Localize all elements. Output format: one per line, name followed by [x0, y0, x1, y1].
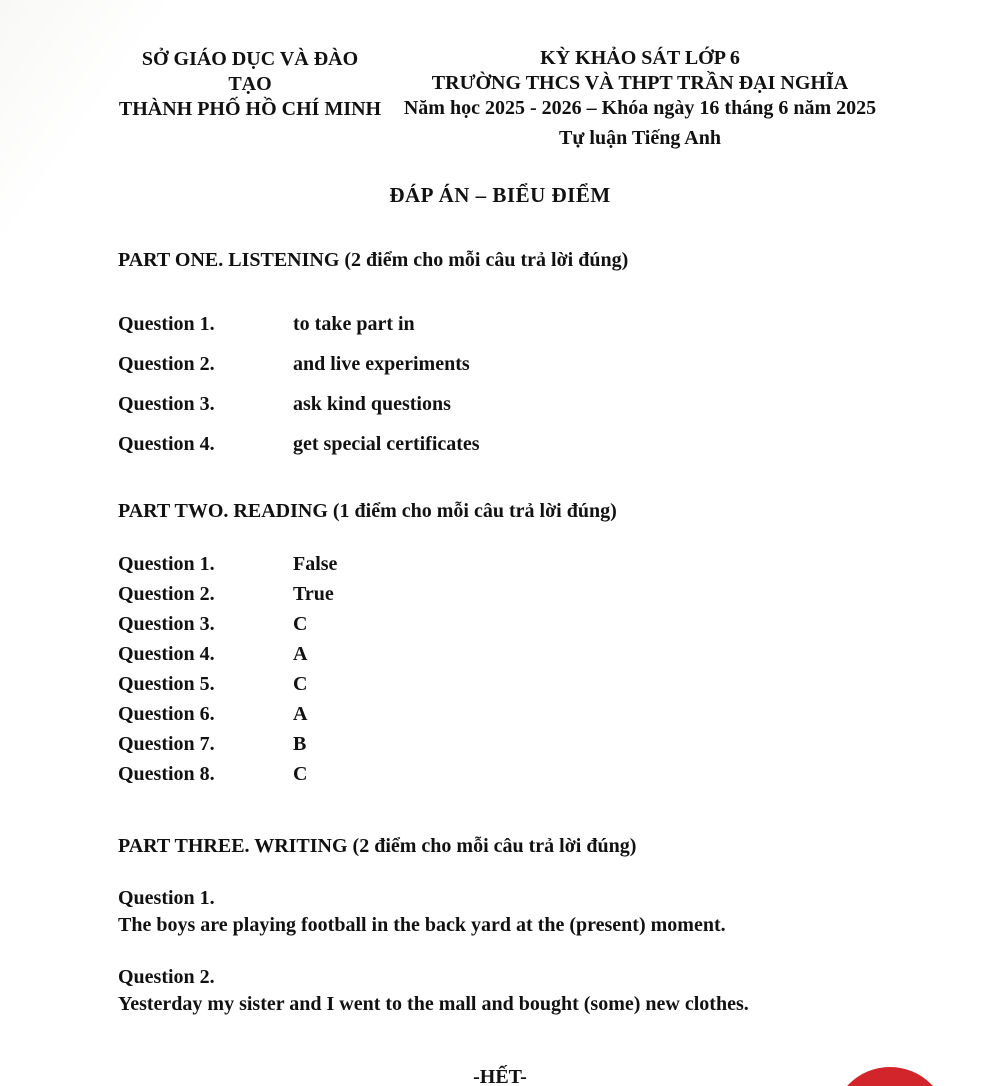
section-heading-reading: PART TWO. READING (1 điểm cho mỗi câu trả lời đúng)	[118, 500, 617, 522]
answer-row	[118, 734, 838, 755]
question-label: Question 3.	[118, 613, 215, 635]
exam-header-block	[390, 46, 890, 151]
question-answer: A	[293, 703, 308, 725]
answer-row	[118, 354, 838, 375]
question-answer: get special certificates	[293, 433, 480, 455]
department-line: SỞ GIÁO DỤC VÀ ĐÀO TẠO	[141, 48, 359, 95]
writing-answer-block	[118, 886, 898, 939]
answer-row	[118, 434, 838, 455]
issuing-authority-block	[118, 47, 382, 122]
section-heading-listening: PART ONE. LISTENING (2 điểm cho mỗi câu trả lời đúng)	[118, 249, 629, 271]
question-answer: The boys are playing football in the back yard at the (present) moment.	[118, 914, 726, 936]
answer-row	[118, 614, 838, 635]
answer-row	[118, 394, 838, 415]
answer-row	[118, 674, 838, 695]
question-answer: A	[293, 643, 308, 665]
question-answer: and live experiments	[293, 353, 470, 375]
city-line: THÀNH PHỐ HỒ CHÍ MINH	[118, 98, 382, 120]
question-label: Question 5.	[118, 673, 215, 695]
question-label: Question 2.	[118, 583, 215, 605]
question-label: Question 4.	[118, 643, 215, 665]
question-label: Question 4.	[118, 433, 215, 455]
subject-line: Tự luận Tiếng Anh	[559, 127, 721, 149]
question-label: Question 6.	[118, 703, 215, 725]
question-answer: False	[293, 553, 338, 575]
answer-row	[118, 644, 838, 665]
question-label: Question 8.	[118, 763, 215, 785]
section-heading-writing: PART THREE. WRITING (2 điểm cho mỗi câu trả lời đúng)	[118, 835, 637, 857]
answer-row	[118, 554, 838, 575]
question-answer: Yesterday my sister and I went to the mall and bought (some) new clothes.	[118, 993, 749, 1015]
reading-answer-list	[118, 554, 838, 794]
question-answer: B	[293, 733, 307, 755]
listening-answer-list	[118, 314, 838, 474]
answer-row	[118, 764, 838, 785]
question-answer: C	[293, 673, 308, 695]
school-year-line: Năm học 2025 - 2026 – Khóa ngày 16 tháng 6 năm 2025	[403, 97, 877, 119]
exam-title-line: KỲ KHẢO SÁT LỚP 6	[540, 47, 740, 69]
document-title: ĐÁP ÁN – BIỂU ĐIỂM	[389, 183, 611, 207]
writing-answer-block	[118, 965, 898, 1018]
answer-row	[118, 584, 838, 605]
question-label: Question 1.	[118, 887, 215, 909]
question-label: Question 1.	[118, 313, 215, 335]
question-label: Question 1.	[118, 553, 215, 575]
question-answer: True	[293, 583, 334, 605]
answer-row	[118, 704, 838, 725]
question-label: Question 2.	[118, 966, 215, 988]
question-answer: C	[293, 763, 308, 785]
question-answer: to take part in	[293, 313, 415, 335]
school-line: TRƯỜNG THCS VÀ THPT TRẦN ĐẠI NGHĨA	[431, 72, 849, 94]
question-label: Question 7.	[118, 733, 215, 755]
answer-row	[118, 314, 838, 335]
question-label: Question 3.	[118, 393, 215, 415]
question-label: Question 2.	[118, 353, 215, 375]
question-answer: ask kind questions	[293, 393, 451, 415]
end-marker: -HẾT-	[473, 1066, 527, 1086]
question-answer: C	[293, 613, 308, 635]
